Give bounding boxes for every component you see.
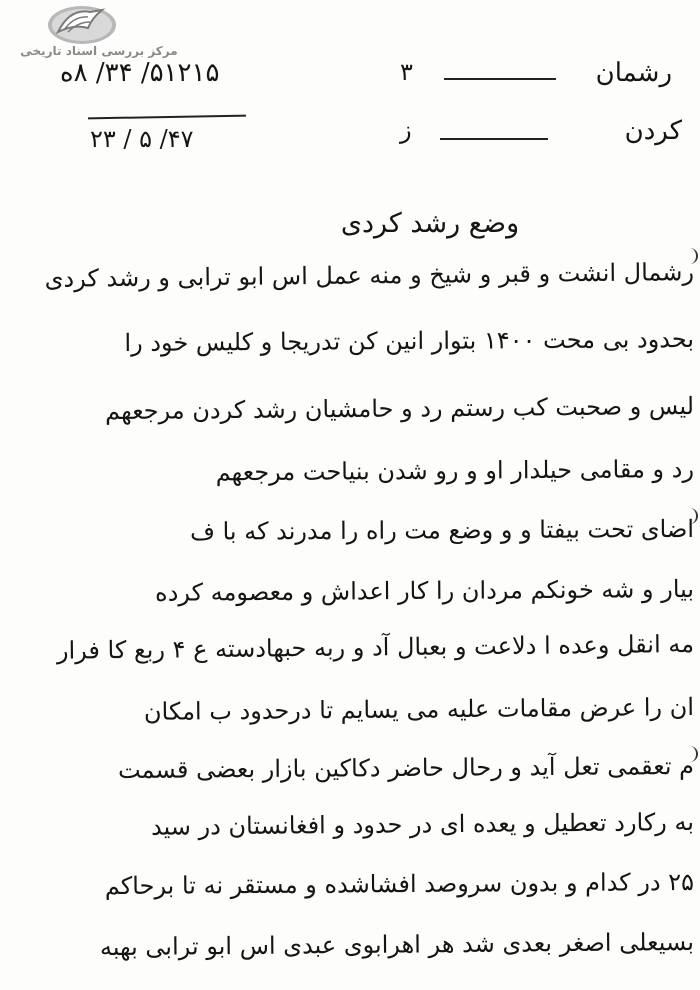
field-row-recipient [400,58,672,92]
body-line: اضای تحت بیفتا و و وضع مت راه را مدرند که با ف [189,515,695,546]
body-line: بحدود بی محت ۱۴۰۰ بتوار انین کن تدریجا و کلیس خود را [124,325,695,357]
body-line: بیار و شه خونکم مردان را کار اعداش و معصومه کرده [154,575,695,607]
body-line: ان را عرض مقامات علیه می یسایم تا درحدود ب امکان [143,693,695,726]
watermark-text: مرکز بررسی اسناد تاریخی [20,44,178,58]
body-line: بسیعلی اصغر بعدی شد هر اهرابوی عبدی اس ابو ترابی بهبه [99,928,695,962]
field-number: ز [400,116,412,144]
body-line: رد و مقامی حیلدار او و رو شدن بنیاحت مرجعهم [215,455,695,487]
letter-title: وضع رشد کردی [340,208,520,239]
body-line: ۲۵ در کدام و بدون سروصد افشاشده و مستقر نه تا برحاکم [104,868,695,901]
margin-mark [688,508,698,524]
field-row-subject [400,116,682,150]
field-label: رشمان [595,58,672,88]
archive-logo-icon [44,4,120,46]
body-line: لیس و صحبت کب رستم رد و حامشیان رشد کردن مرجعهم [104,392,695,426]
field-label: کردن [624,116,682,146]
margin-mark [688,248,698,264]
body-line: م تعقمی تعل آید و رحال حاضر دکاکین بازار بعضی قسمت [117,752,695,785]
document-date: ۴۷/ ۵ / ۲۳ [90,125,194,153]
margin-mark [688,746,698,762]
reference-underline [88,115,246,120]
field-number: ۳ [400,58,413,86]
watermark [4,4,194,66]
field-line [444,78,556,80]
body-line: به رکارد تعطیل و یعده ای در حدود و افغانستان در سید [150,808,695,841]
reference-number: ۵۱۲۱۵/ ۳۴/ ۸ه [60,58,220,88]
field-line [440,138,548,140]
body-line: مه انقل وعده ا دلاعت و بعبال آد و ربه حبهادسته ع ۴ ربع کا فرار [56,630,695,665]
body-line: رشمال انشت و قبر و شیخ و منه عمل اس ابو ترابی و رشد کردی [44,258,695,293]
